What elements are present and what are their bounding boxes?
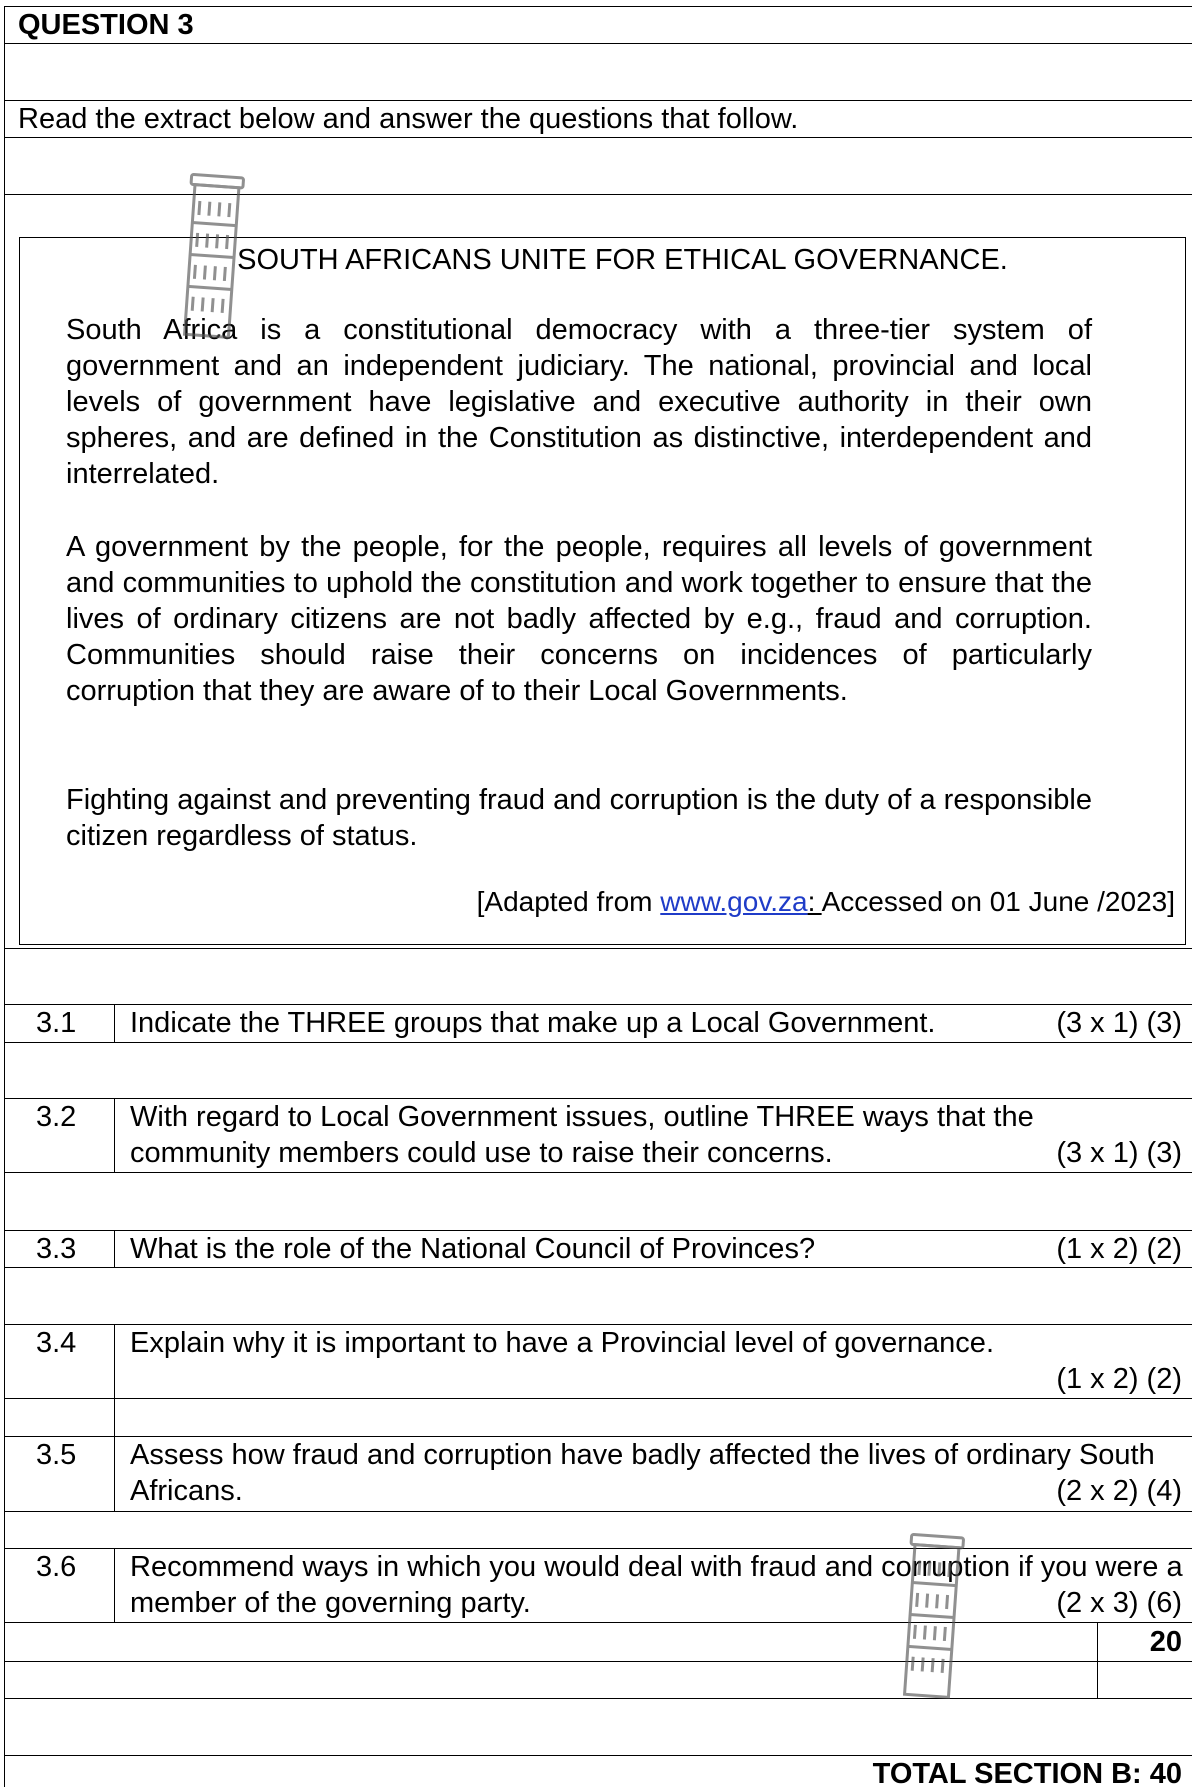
question-marks: (3 x 1) (3) [1056,1137,1182,1169]
leaning-tower-watermark-icon [892,1532,972,1702]
question-text: With regard to Local Government issues, outline THREE ways that the community members could use to raise their concerns. [130,1101,1034,1169]
extract-title: SOUTH AFRICANS UNITE FOR ETHICAL GOVERNANCE. [237,244,1008,276]
source-link[interactable]: www.gov.za [660,886,808,917]
extract-paragraph-1: South Africa is a constitutional democracy with a three-tier system of government and an independent judiciary. The national, provincial and local levels of government have legislative and executive authority in their own spheres, and are defined in the Constitution as distinctive, interdependent and interrelated. [66,314,1092,490]
extract-box [19,237,1186,945]
extract-source: [Adapted from www.gov.za: Accessed on 01 June /2023] [476,886,1175,917]
extract-paragraph-3: Fighting against and preventing fraud and corruption is the duty of a responsible citizen regardless of status. [66,784,1092,852]
question-marks: (1 x 2) (2) [1056,1233,1182,1265]
question-title: QUESTION 3 [18,9,194,41]
question-text: What is the role of the National Council of Provinces? [130,1233,816,1265]
left-border [4,6,5,1787]
question-text: Indicate the THREE groups that make up a Local Government. [130,1007,936,1039]
col-divider [1097,1622,1098,1698]
subtotal: 20 [1149,1626,1182,1658]
question-text: Assess how fraud and corruption have badly affected the lives of ordinary South Africans. [130,1439,1155,1507]
rule [4,1267,1192,1268]
question-number: 3.6 [36,1551,77,1583]
question-text: Recommend ways in which you would deal with fraud and corruption if you were a member of the governing party. [130,1551,1183,1619]
rule [4,137,1192,138]
question-number: 3.1 [36,1007,77,1039]
question-marks: (2 x 3) (6) [1056,1587,1182,1619]
section-total: TOTAL SECTION B: 40 [872,1758,1182,1790]
extract-paragraph-2: A government by the people, for the people, requires all levels of government and communities to uphold the constitution and work together to ensure that the lives of ordinary citizens are not badly affected by e.g., fraud and corruption. Communities should raise their concerns on incidences of particularly corruption that they are aware of to their Local Governments. [66,531,1092,707]
question-number: 3.4 [36,1327,77,1359]
rule [4,43,1192,44]
rule [4,948,1192,949]
rule [4,1511,1192,1512]
instruction-text: Read the extract below and answer the questions that follow. [18,103,799,135]
rule [4,1622,1192,1623]
rule [4,1661,1192,1662]
question-number: 3.2 [36,1101,77,1133]
question-number: 3.5 [36,1439,77,1471]
rule [4,1172,1192,1173]
rule [4,1398,1192,1399]
question-marks: (2 x 2) (4) [1056,1475,1182,1507]
question-marks: (1 x 2) (2) [1056,1363,1182,1395]
rule [4,1042,1192,1043]
question-marks: (3 x 1) (3) [1056,1007,1182,1039]
question-text: Explain why it is important to have a Provincial level of governance. [130,1327,994,1359]
leaning-tower-watermark-icon [172,172,252,342]
question-number: 3.3 [36,1233,77,1265]
rule [4,1698,1192,1699]
